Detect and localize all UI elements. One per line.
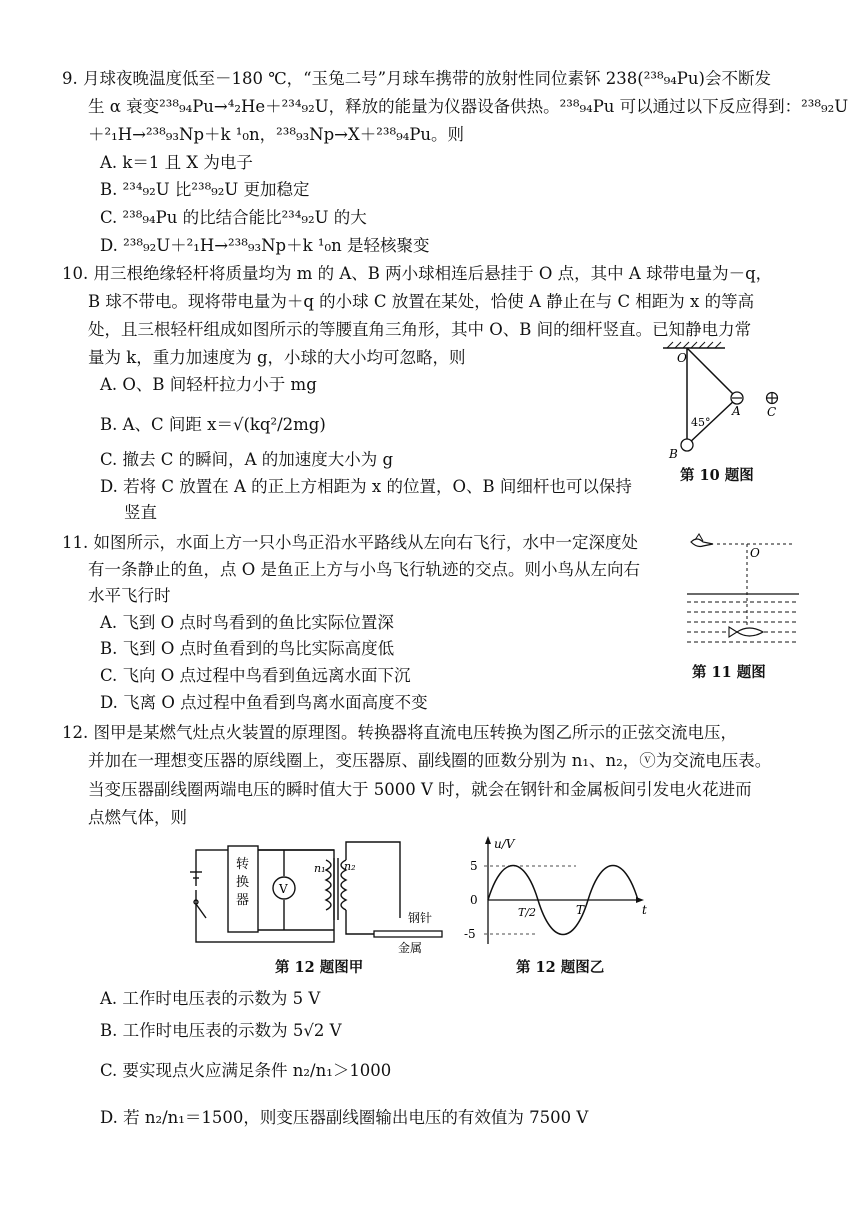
q10-option-a: A. O、B 间轻杆拉力小于 mg <box>100 375 317 394</box>
ball-a-label: A <box>732 404 741 418</box>
q11-stem-line1: 11. 如图所示，水面上方一只小鸟正沿水平路线从左向右飞行，水中一定深度处 <box>62 533 638 552</box>
tick-neg5: -5 <box>464 927 476 941</box>
fish-icon <box>737 628 763 636</box>
q12-figure-jia-caption: 第 12 题图甲 <box>275 959 364 976</box>
q12-stem-line1: 12. 图甲是某燃气灶点火装置的原理图。转换器将直流电压转换为图乙所示的正弦交流电压， <box>62 723 737 742</box>
q10-stem-line1: 10. 用三根绝缘轻杆将质量均为 m 的 A、B 两小球相连后悬挂于 O 点，其中 A 球带电量为－q， <box>62 264 773 283</box>
q12-stem-line4: 点燃气体，则 <box>88 808 187 827</box>
q12-option-d: D. 若 n₂/n₁＝1500，则变压器副线圈输出电压的有效值为 7500 V <box>100 1108 589 1127</box>
q12-option-b: B. 工作时电压表的示数为 5√2 V <box>100 1021 342 1040</box>
q10-stem-line3: 处，且三根轻杆组成如图所示的等腰直角三角形，其中 O、B 间的细杆竖直。已知静电力常 <box>88 320 752 339</box>
q12-option-a: A. 工作时电压表的示数为 5 V <box>100 989 321 1008</box>
q10-figure-caption: 第 10 题图 <box>680 467 754 484</box>
q10-option-d-cont: 竖直 <box>124 503 157 522</box>
point-o-label: O <box>750 546 760 560</box>
q9-option-c: C. ²³⁸₉₄Pu 的比结合能比²³⁴₉₂U 的大 <box>100 208 367 227</box>
q10-option-d: D. 若将 C 放置在 A 的正上方相距为 x 的位置，O、B 间细杆也可以保持 <box>100 477 632 496</box>
point-o-label: O <box>677 351 687 365</box>
tick-0: 0 <box>470 893 478 907</box>
needle-label: 钢针 <box>408 911 433 925</box>
metal-label: 金属 <box>398 941 423 955</box>
ball-c-label: C <box>767 405 777 419</box>
q11-stem-line2: 有一条静止的鱼，点 O 是鱼正上方与小鸟飞行轨迹的交点。则小鸟从左向右 <box>88 560 641 579</box>
q9-stem-line3: ＋²₁H→²³⁸₉₃Np＋k ¹₀n，²³⁸₉₃Np→X＋²³⁸₉₄Pu。则 <box>88 125 465 144</box>
angle-label: 45° <box>691 416 711 429</box>
q9-stem-line2: 生 α 衰变²³⁸₉₄Pu→⁴₂He＋²³⁴₉₂U，释放的能量为仪器设备供热。²³⁸₉₄Pu 可以通过以下反应得到：²³⁸₉₂U <box>88 97 849 116</box>
q10-option-c: C. 撤去 C 的瞬间，A 的加速度大小为 g <box>100 450 394 469</box>
n1-label: n₁ <box>314 862 326 875</box>
q12-stem-line3: 当变压器副线圈两端电压的瞬时值大于 5000 V 时，就会在钢针和金属板间引发电火花进而 <box>88 780 752 799</box>
q9-option-a: A. k＝1 且 X 为电子 <box>100 153 253 172</box>
q11-option-b: B. 飞到 O 点时鱼看到的鸟比实际高度低 <box>100 639 395 658</box>
q9-option-d: D. ²³⁸₉₂U＋²₁H→²³⁸₉₃Np＋k ¹₀n 是轻核聚变 <box>100 236 430 255</box>
n2-label: n₂ <box>344 860 356 873</box>
q11-figure <box>683 532 803 657</box>
tick-period: T <box>576 903 585 917</box>
x-axis-label: t <box>642 903 647 917</box>
y-axis-label: u/V <box>494 837 515 851</box>
q9-option-b: B. ²³⁴₉₂U 比²³⁸₉₂U 更加稳定 <box>100 180 310 199</box>
q12-stem-line2: 并加在一理想变压器的原线圈上，变压器原、副线圈的匝数分别为 n₁、n₂，ⓥ为交流电压表。 <box>88 751 772 770</box>
ball-b-label: B <box>669 447 678 461</box>
q11-figure-caption: 第 11 题图 <box>692 664 766 681</box>
q10-figure <box>645 340 795 470</box>
q10-option-b: B. A、C 间距 x＝√(kq²/2mg) <box>100 415 326 434</box>
tick-5: 5 <box>470 859 478 873</box>
converter-label: 转换器 <box>236 857 250 908</box>
q12-figure-yi-caption: 第 12 题图乙 <box>516 959 605 976</box>
q12-circuit-figure <box>188 830 450 960</box>
q12-option-c: C. 要实现点火应满足条件 n₂/n₁＞1000 <box>100 1061 392 1080</box>
q11-option-a: A. 飞到 O 点时鸟看到的鱼比实际位置深 <box>100 613 394 632</box>
q11-option-c: C. 飞向 O 点过程中鸟看到鱼远离水面下沉 <box>100 666 411 685</box>
tick-half-period: T/2 <box>518 906 537 919</box>
q12-waveform-figure <box>458 832 658 950</box>
q9-stem-line1: 9. 月球夜晚温度低至－180 ℃，“玉兔二号”月球车携带的放射性同位素钚 238(²³⁸₉₄Pu)会不断发 <box>62 69 771 88</box>
q11-stem-line3: 水平飞行时 <box>88 586 171 605</box>
q10-stem-line2: B 球不带电。现将带电量为＋q 的小球 C 放置在某处，恰使 A 静止在与 C 相距为 x 的等高 <box>88 292 755 311</box>
q11-option-d: D. 飞离 O 点过程中鱼看到鸟离水面高度不变 <box>100 693 428 712</box>
voltmeter-label: V <box>279 882 288 896</box>
q10-stem-line4: 量为 k，重力加速度为 g，小球的大小均可忽略，则 <box>88 348 466 367</box>
